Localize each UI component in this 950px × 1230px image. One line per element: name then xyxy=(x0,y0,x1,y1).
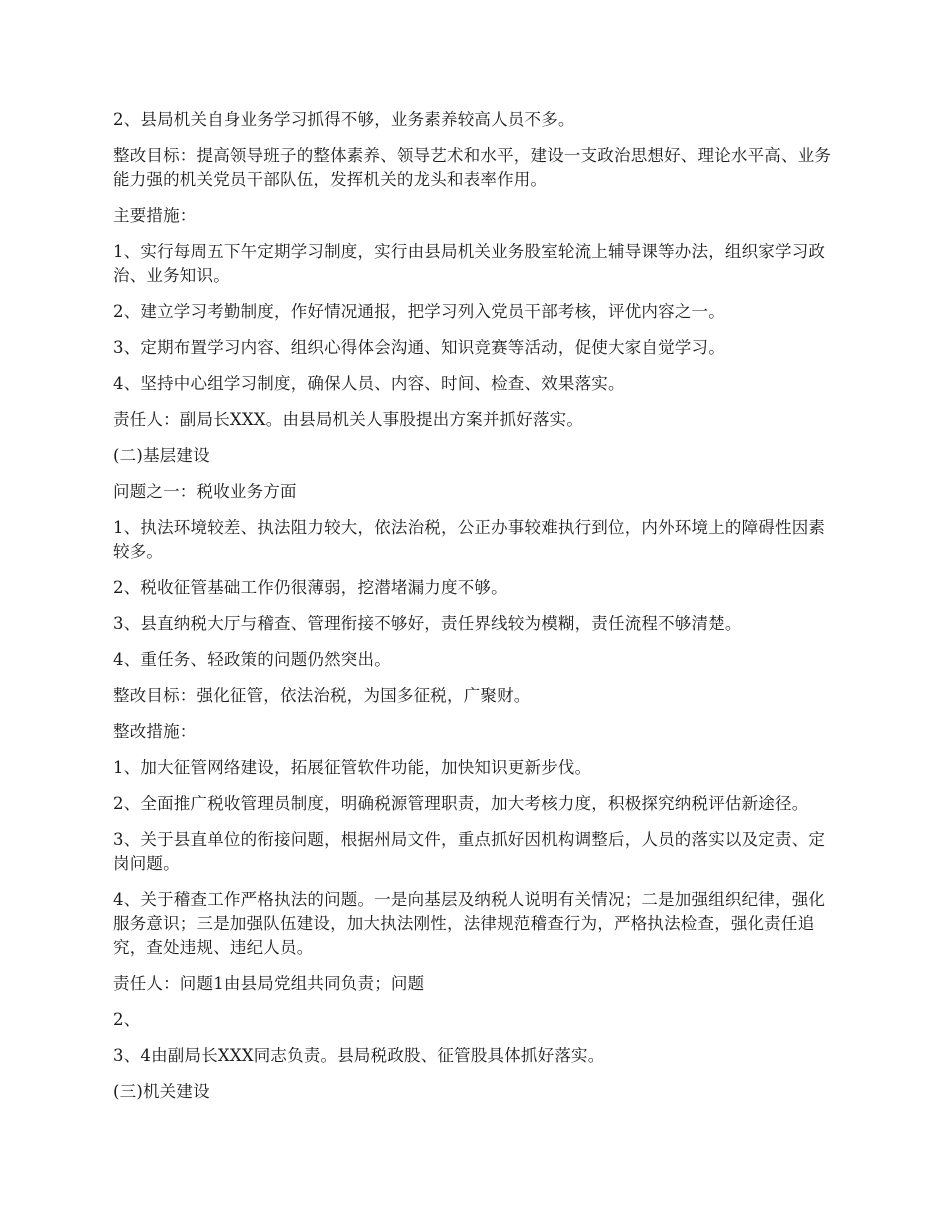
responsible-person: 责任人：副局长XXX。由县局机关人事股提出方案并抓好落实。 xyxy=(113,410,584,429)
list-item: 4、关于稽查工作严格执法的问题。一是向基层及纳税人说明有关情况；二是加强组织纪律，强化服务意识；三是加强队伍建设，加大执法刚性，法律规范稽查行为，严格执法检查，强化责任追究，查处违规、违纪人员。 xyxy=(113,890,826,957)
list-item: 3、关于县直单位的衔接问题，根据州局文件，重点抓好因机构调整后，人员的落实以及定责、定岗问题。 xyxy=(113,830,826,873)
list-item: 2、税收征管基础工作仍很薄弱，挖潜堵漏力度不够。 xyxy=(113,578,508,597)
responsible-person: 责任人：问题1由县局党组共同负责；问题 xyxy=(113,974,425,993)
section-heading: (二)基层建设 xyxy=(113,446,210,465)
paragraph: 整改目标：提高领导班子的整体素养、领导艺术和水平，建设一支政治思想好、理论水平高、业务能力强的机关党员干部队伍，发挥机关的龙头和表率作用。 xyxy=(113,146,832,189)
list-item: 1、执法环境较差、执法阻力较大，依法治税，公正办事较难执行到位，内外环境上的障碍性因素较多。 xyxy=(113,518,826,561)
list-item: 4、坚持中心组学习制度，确保人员、内容、时间、检查、效果落实。 xyxy=(113,374,625,393)
problem-heading: 问题之一：税收业务方面 xyxy=(113,482,297,501)
list-item: 2、建立学习考勤制度，作好情况通报，把学习列入党员干部考核，评优内容之一。 xyxy=(113,302,725,321)
section-label: 整改措施： xyxy=(113,722,197,741)
list-item: 4、重任务、轻政策的问题仍然突出。 xyxy=(113,650,391,669)
section-heading: (三)机关建设 xyxy=(113,1082,210,1101)
list-item: 1、加大征管网络建设，拓展征管软件功能，加快知识更新步伐。 xyxy=(113,758,592,777)
paragraph: 3、4由副局长XXX同志负责。县局税政股、征管股具体抓好落实。 xyxy=(113,1046,605,1065)
paragraph: 2、 xyxy=(113,1010,141,1029)
paragraph: 2、县局机关自身业务学习抓得不够，业务素养较高人员不多。 xyxy=(113,110,575,129)
list-item: 3、县直纳税大厅与稽查、管理衔接不够好，责任界线较为模糊，责任流程不够清楚。 xyxy=(113,614,742,633)
list-item: 1、实行每周五下午定期学习制度，实行由县局机关业务股室轮流上辅导课等办法，组织家学习政治、业务知识。 xyxy=(113,242,826,285)
list-item: 3、定期布置学习内容、组织心得体会沟通、知识竞赛等活动，促使大家自觉学习。 xyxy=(113,338,725,357)
list-item: 2、全面推广税收管理员制度，明确税源管理职责，加大考核力度，积极探究纳税评估新途径。 xyxy=(113,794,809,813)
document-body xyxy=(113,108,838,1116)
paragraph: 整改目标：强化征管，依法治税，为国多征税，广聚财。 xyxy=(113,686,531,705)
section-label: 主要措施： xyxy=(113,206,197,225)
